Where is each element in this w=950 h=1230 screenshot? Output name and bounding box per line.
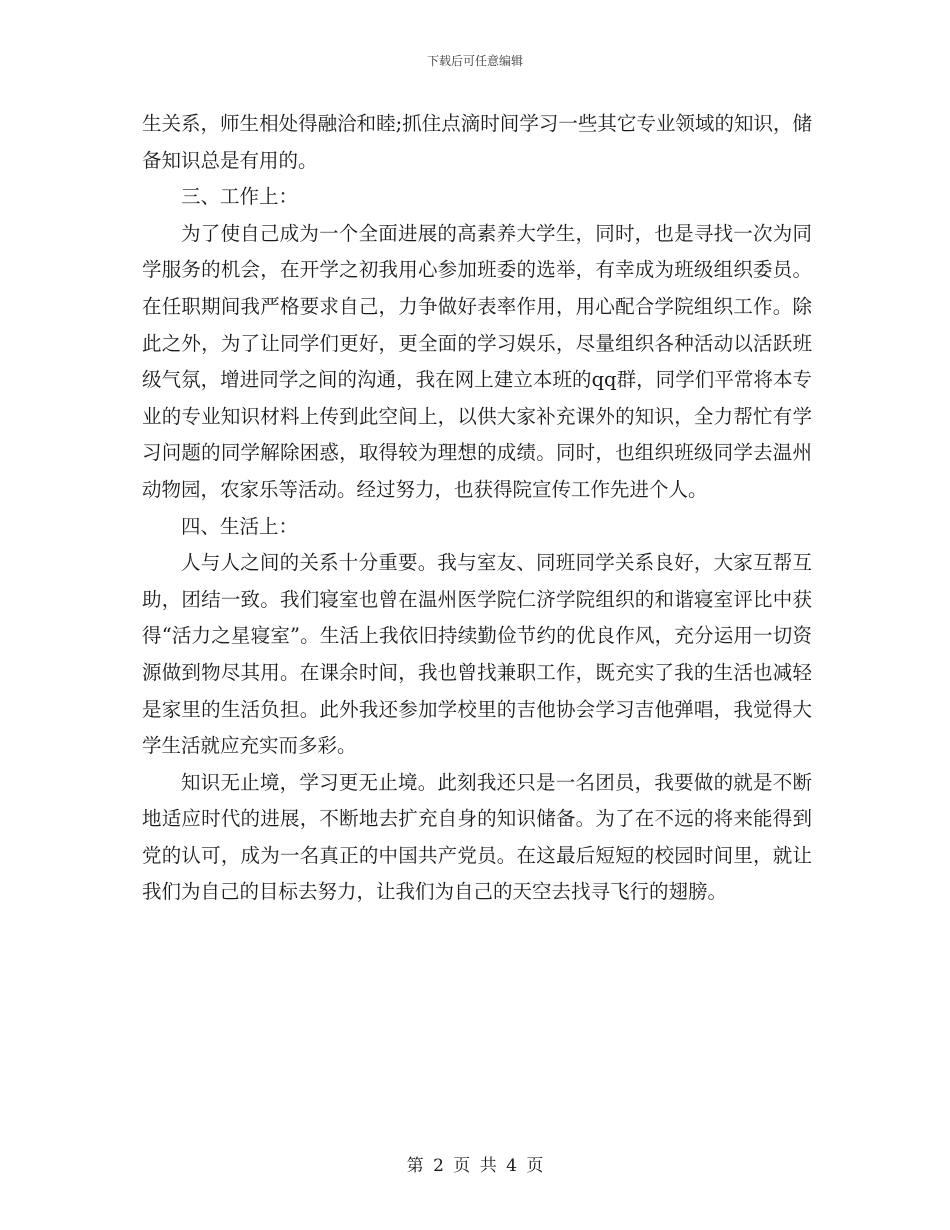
paragraph-continuation: 生关系，师生相处得融洽和睦;抓住点滴时间学习一些其它专业领域的知识，储备知识总是有用的。 [142, 112, 812, 172]
page-header: 下载后可任意编辑 [426, 54, 523, 68]
paragraph-life: 人与人之间的关系十分重要。我与室友、同班同学关系良好，大家互帮互助，团结一致。我们寝室也曾在温州医学院仁济学院组织的和谐寝室评比中获得“活力之星寝室”。生活上我依旧持续勤俭节约的优良作风，充分运用一切资源做到物尽其用。在课余时间，我也曾找兼职工作，既充实了我的生活也减轻是家里的生活负担。此外我还参加学校里的吉他协会学习吉他弹唱，我觉得大学生活就应充实而多彩。 [142, 551, 812, 758]
page-number: 第 2 页 共 4 页 [406, 1156, 544, 1176]
paragraph-conclusion: 知识无止境，学习更无止境。此刻我还只是一名团员，我要做的就是不断地适应时代的进展，不断地去扩充自身的知识储备。为了在不远的将来能得到党的认可，成为一名真正的中国共产党员。在这最后短短的校园时间里，就让我们为自己的目标去努力，让我们为自己的天空去找寻飞行的翅膀。 [142, 770, 812, 904]
section-heading-life: 四、生活上： [181, 514, 299, 538]
paragraph-work: 为了使自己成为一个全面进展的高素养大学生，同时，也是寻找一次为同学服务的机会，在开学之初我用心参加班委的选举，有幸成为班级组织委员。在任职期间我严格要求自己，力争做好表率作用，用心配合学院组织工作。除此之外，为了让同学们更好，更全面的学习娱乐，尽量组织各种活动以活跃班级气氛，增进同学之间的沟通，我在网上建立本班的qq群，同学们平常将本专业的专业知识材料上传到此空间上，以供大家补充课外的知识，全力帮忙有学习问题的同学解除困惑，取得较为理想的成绩。同时，也组织班级同学去温州动物园，农家乐等活动。经过努力，也获得院宣传工作先进个人。 [142, 221, 812, 501]
section-heading-work: 三、工作上： [181, 185, 299, 209]
document-body [142, 106, 812, 911]
